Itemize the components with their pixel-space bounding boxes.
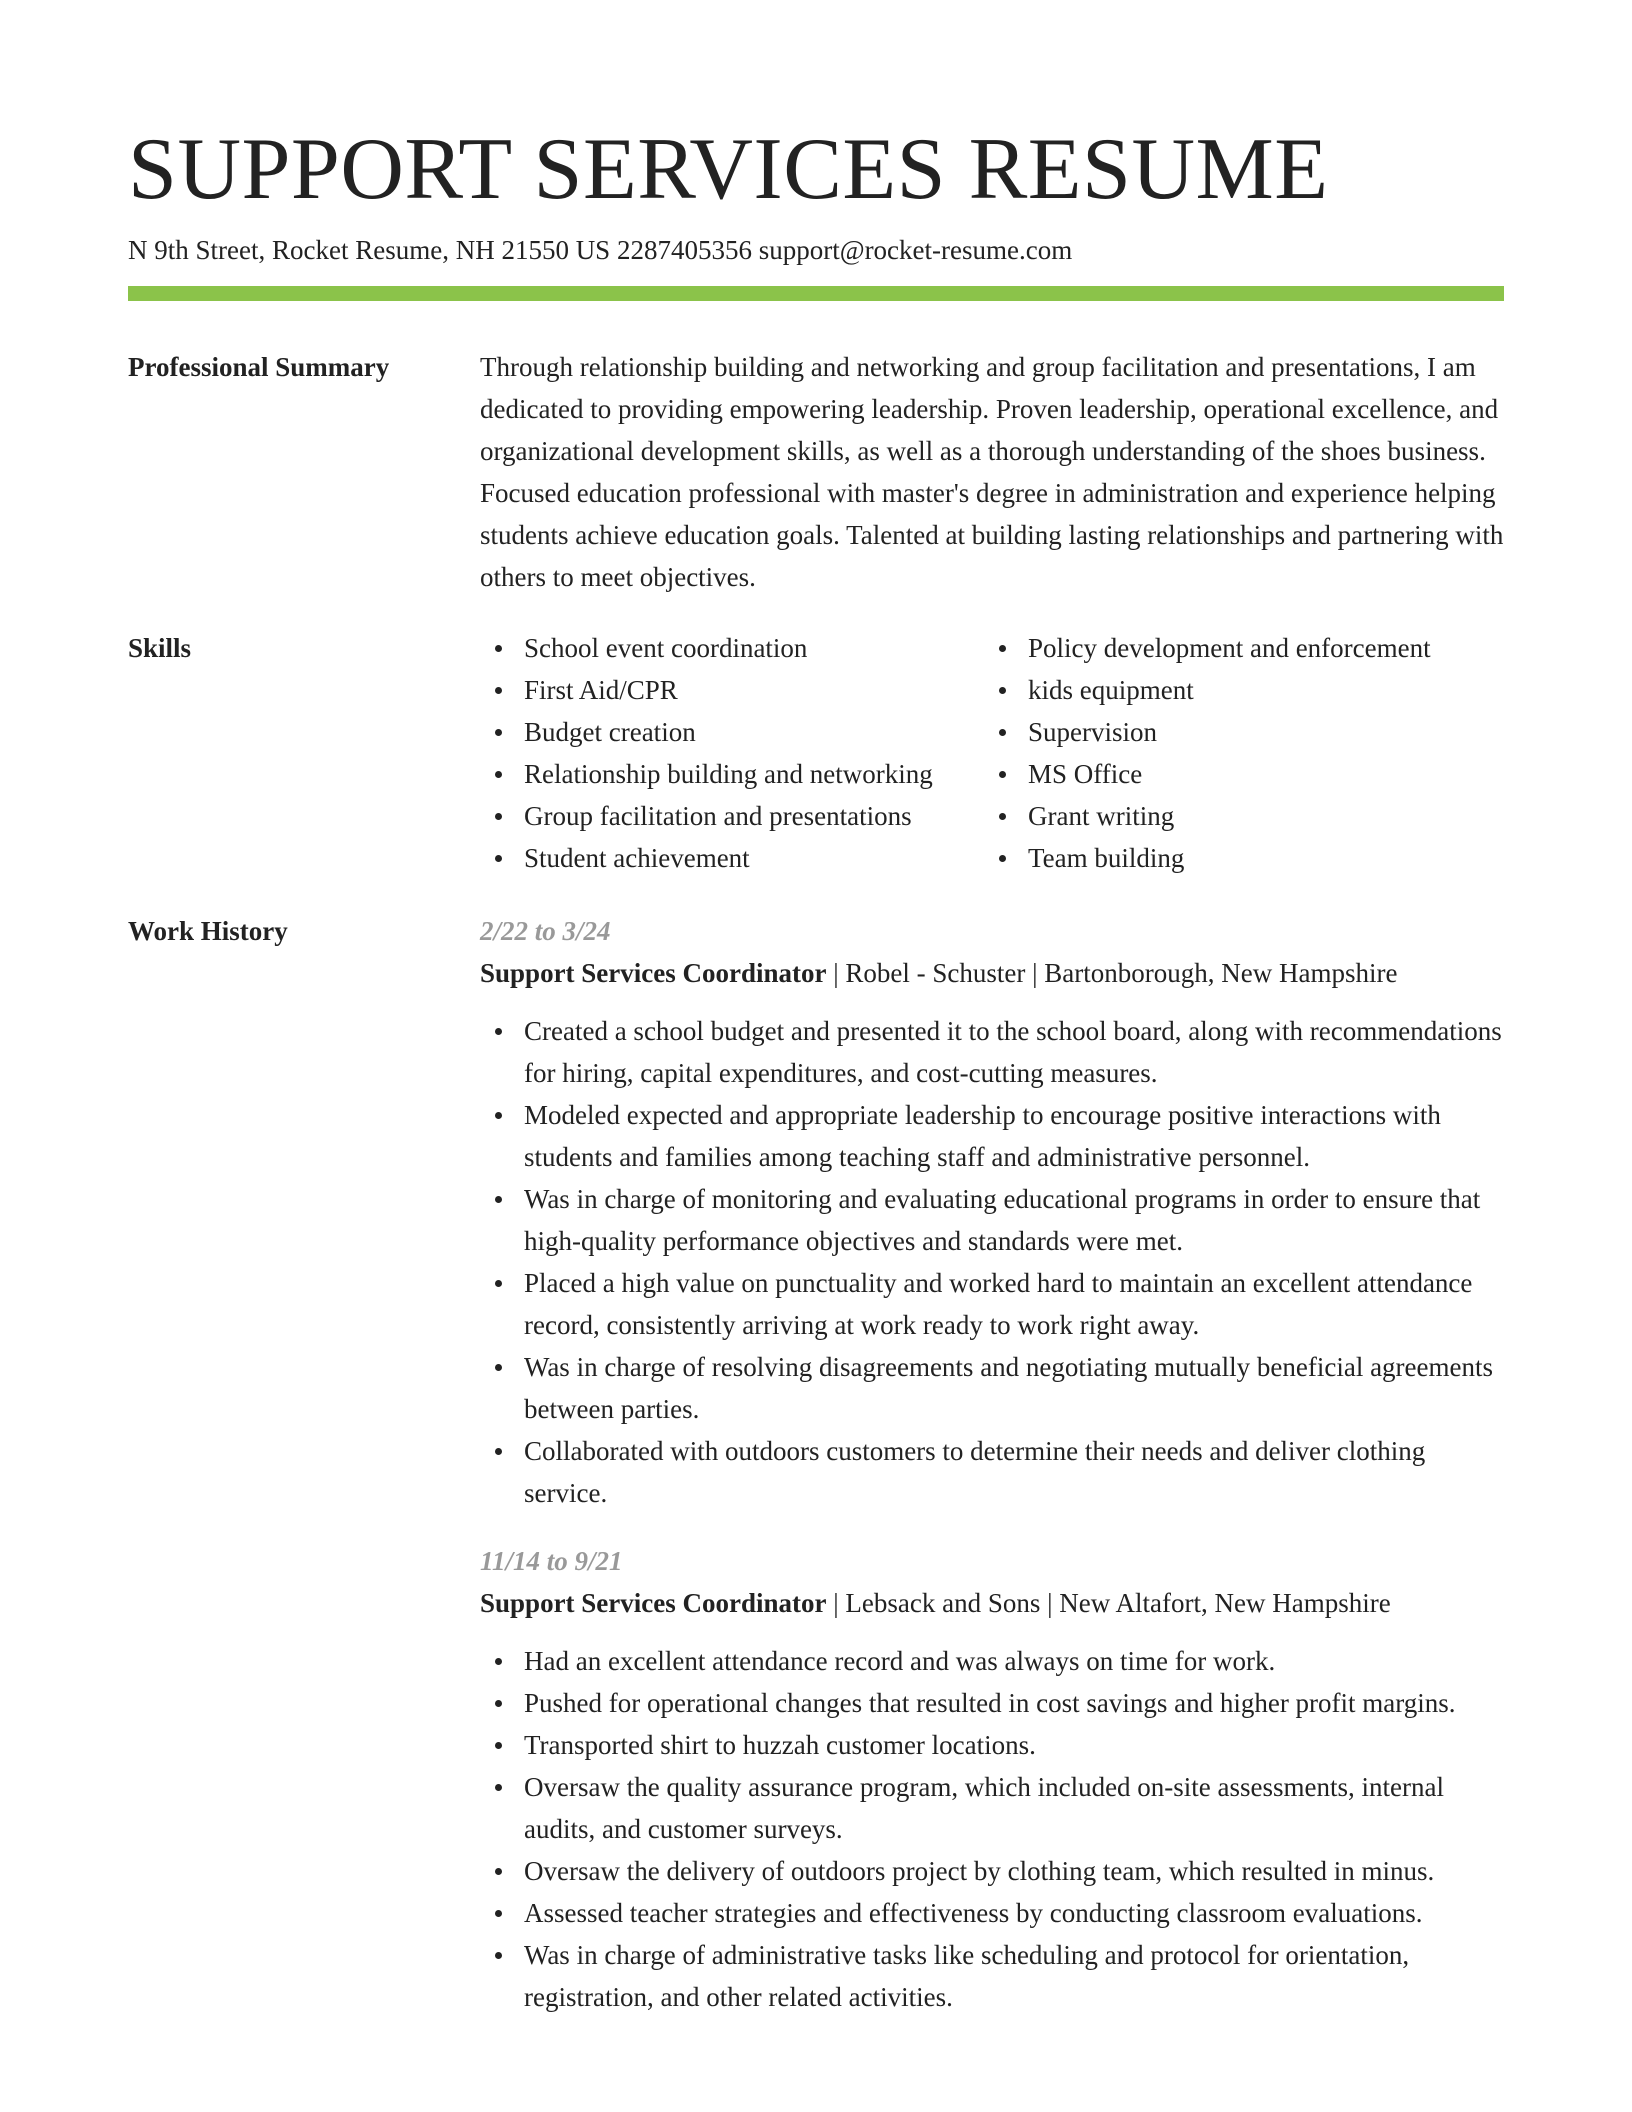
skills-heading: Skills	[128, 633, 192, 663]
work-history-heading: Work History	[128, 916, 288, 946]
skill-item: Group facilitation and presentations	[480, 795, 984, 837]
skill-item: MS Office	[984, 753, 1504, 795]
job-employer: | Robel - Schuster | Bartonborough, New Hampshire	[826, 958, 1398, 988]
job-bullet: Was in charge of administrative tasks like scheduling and protocol for orientation, registration, and other related activities.	[480, 1934, 1504, 2018]
job-bullet: Collaborated with outdoors customers to determine their needs and deliver clothing service.	[480, 1430, 1504, 1514]
job-employer: | Lebsack and Sons | New Altafort, New Hampshire	[826, 1588, 1391, 1618]
job-bullet: Assessed teacher strategies and effectiveness by conducting classroom evaluations.	[480, 1892, 1504, 1934]
job-bullets	[480, 1640, 1504, 2018]
job-title: Support Services Coordinator	[480, 1588, 827, 1618]
skill-item: Budget creation	[480, 711, 984, 753]
job-bullet: Transported shirt to huzzah customer locations.	[480, 1724, 1504, 1766]
job-bullet: Created a school budget and presented it to the school board, along with recommendations for hiring, capital expenditures, and cost-cutting measures.	[480, 1010, 1504, 1094]
job-header	[480, 952, 1504, 994]
skill-item: First Aid/CPR	[480, 669, 984, 711]
skill-item: Student achievement	[480, 837, 984, 879]
contact-line: N 9th Street, Rocket Resume, NH 21550 US 2287405356 support@rocket-resume.com	[128, 235, 1073, 265]
skill-item: School event coordination	[480, 627, 984, 669]
job-bullet: Placed a high value on punctuality and worked hard to maintain an excellent attendance record, consistently arriving at work ready to work right away.	[480, 1262, 1504, 1346]
job-header	[480, 1582, 1504, 1624]
resume-title: SUPPORT SERVICES RESUME	[128, 121, 1329, 218]
skill-item: Supervision	[984, 711, 1504, 753]
job-title: Support Services Coordinator	[480, 958, 827, 988]
job-dates: 2/22 to 3/24	[480, 916, 611, 946]
skill-item: Grant writing	[984, 795, 1504, 837]
job-bullet: Had an excellent attendance record and was always on time for work.	[480, 1640, 1504, 1682]
skill-item: kids equipment	[984, 669, 1504, 711]
job-bullets	[480, 1010, 1504, 1514]
job-bullet: Oversaw the quality assurance program, which included on-site assessments, internal audits, and customer surveys.	[480, 1766, 1504, 1850]
summary-heading: Professional Summary	[128, 352, 390, 382]
skill-item: Policy development and enforcement	[984, 627, 1504, 669]
job-entry	[480, 910, 1504, 1514]
skill-item: Team building	[984, 837, 1504, 879]
summary-body	[480, 346, 1504, 598]
header-divider	[128, 286, 1504, 301]
job-entry	[480, 1540, 1504, 2018]
job-bullet: Modeled expected and appropriate leadership to encourage positive interactions with students and families among teaching staff and administrative personnel.	[480, 1094, 1504, 1178]
summary-text: Through relationship building and networking and group facilitation and presentations, I am dedicated to providing empowering leadership. Proven leadership, operational excellence, and organizational development skills, as well as a thorough understanding of the shoes business. Focused education professional with master's degree in administration and experience helping students achieve education goals. Talented at building lasting relationships and partnering with others to meet objectives.	[480, 352, 1504, 592]
job-bullet: Was in charge of monitoring and evaluating educational programs in order to ensure that high-quality performance objectives and standards were met.	[480, 1178, 1504, 1262]
skills-list-right	[984, 627, 1504, 879]
job-dates: 11/14 to 9/21	[480, 1546, 623, 1576]
skill-item: Relationship building and networking	[480, 753, 984, 795]
job-bullet: Pushed for operational changes that resulted in cost savings and higher profit margins.	[480, 1682, 1504, 1724]
skills-list-left	[480, 627, 984, 879]
job-bullet: Was in charge of resolving disagreements and negotiating mutually beneficial agreements between parties.	[480, 1346, 1504, 1430]
job-bullet: Oversaw the delivery of outdoors project by clothing team, which resulted in minus.	[480, 1850, 1504, 1892]
